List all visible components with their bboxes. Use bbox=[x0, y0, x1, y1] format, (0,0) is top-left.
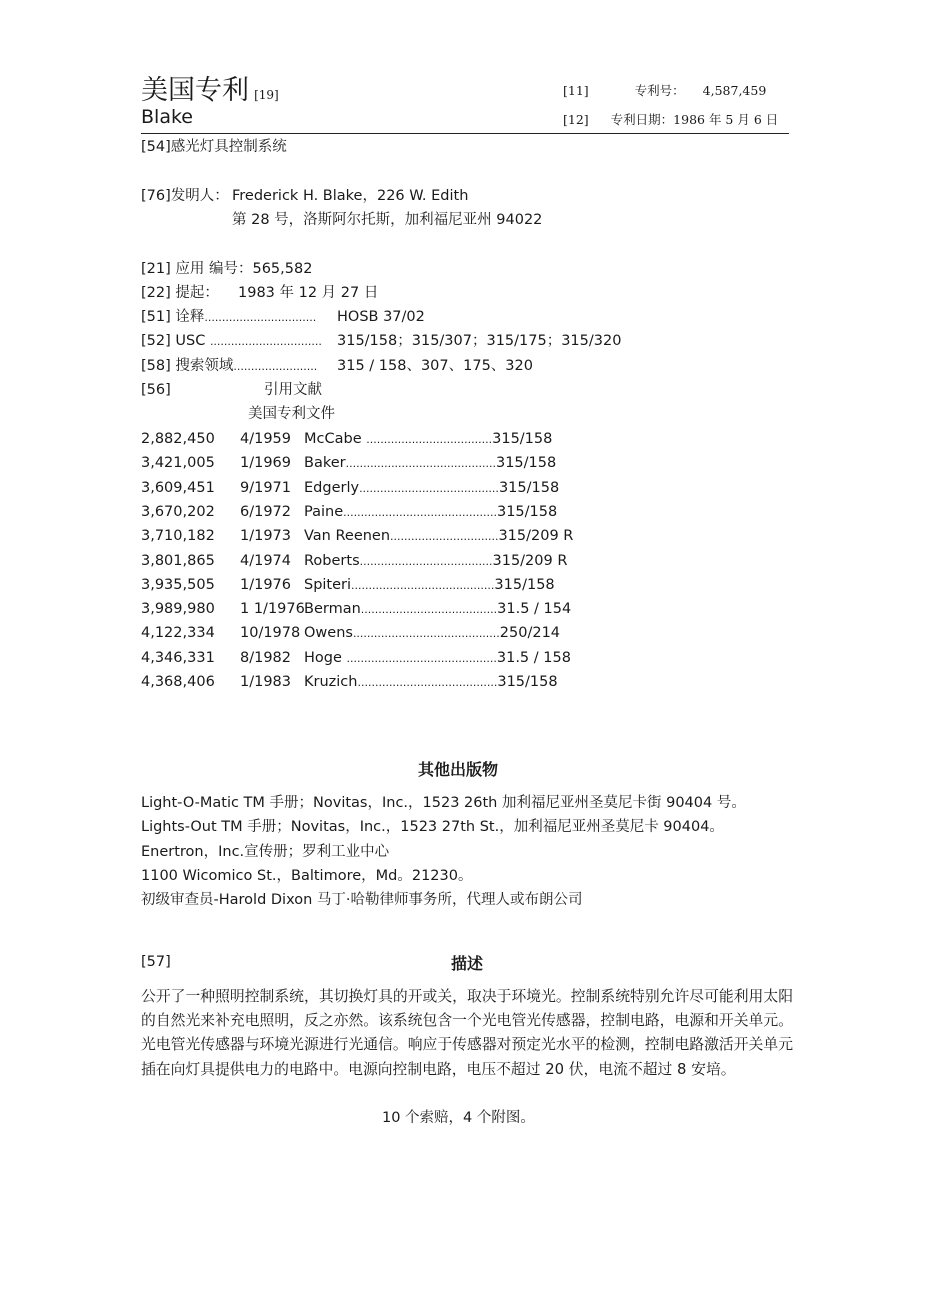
int-cl-row bbox=[141, 308, 316, 327]
citation-class: 315/209 R bbox=[498, 528, 574, 544]
patent-number-label: 专利号： bbox=[634, 83, 685, 98]
abstract-heading: 描述 bbox=[451, 954, 484, 973]
title-inid-tag: [19] bbox=[254, 88, 279, 102]
search-field-label: [58] 搜索领域 bbox=[141, 358, 234, 374]
citation-class: 315/158 bbox=[498, 480, 560, 496]
header-divider bbox=[141, 133, 789, 134]
citation-leader-dots: .......................................... bbox=[352, 627, 500, 640]
publication-line: 初级审查员-Harold Dixon 马丁·哈勒律师事务所，代理人或布朗公司 bbox=[141, 892, 583, 908]
us-patent-docs-heading: 美国专利文件 bbox=[248, 406, 335, 422]
citation-leader-dots: ........................................... bbox=[345, 457, 496, 470]
citation-inventor bbox=[304, 527, 573, 546]
citation-inventor bbox=[304, 430, 552, 449]
citation-inventor-name: Spiteri bbox=[304, 577, 352, 593]
publication-line: Light-O-Matic TM 手册；Novitas，Inc.，1523 26th 加利福尼亚州圣莫尼卡街 90404 号。 bbox=[141, 795, 746, 811]
citation-inventor bbox=[304, 454, 556, 473]
citation-inventor-name: Owens bbox=[304, 625, 353, 641]
citation-date: 1/1969 bbox=[240, 455, 292, 471]
citation-class: 315/158 bbox=[497, 674, 558, 690]
citation-number: 2,882,450 bbox=[141, 431, 215, 447]
citation-number: 3,710,182 bbox=[141, 528, 215, 544]
citation-inventor bbox=[304, 624, 560, 643]
us-cl-leader: ................................ bbox=[209, 335, 322, 348]
patent-date-row bbox=[563, 110, 778, 128]
filed-label: [22] 提起： bbox=[141, 285, 219, 301]
citation-date: 4/1959 bbox=[240, 431, 292, 447]
citation-number: 3,989,980 bbox=[141, 601, 215, 617]
int-cl-label: [51] 诠释 bbox=[141, 309, 205, 325]
citation-inventor bbox=[304, 503, 557, 522]
claims-figures-line: 10 个索赔，4 个附图。 bbox=[382, 1110, 535, 1126]
filed-date: 1983 年 12 月 27 日 bbox=[238, 285, 379, 301]
citation-leader-dots: ......................................... bbox=[351, 579, 495, 592]
patent-date-tag: [12] bbox=[563, 112, 589, 127]
citation-date: 6/1972 bbox=[240, 504, 292, 520]
citation-date: 1/1983 bbox=[240, 674, 292, 690]
citation-class: 315/209 R bbox=[492, 553, 568, 569]
inventor-address-line2: 第 28 号，洛斯阿尔托斯，加利福尼亚州 94022 bbox=[232, 212, 543, 228]
search-field-row bbox=[141, 357, 317, 376]
references-heading: 引用文献 bbox=[264, 382, 322, 398]
citation-leader-dots: ............................... bbox=[390, 530, 499, 543]
citation-number: 4,368,406 bbox=[141, 674, 215, 690]
publication-line: Lights-Out TM 手册；Novitas，Inc.，1523 27th St.，加利福尼亚州圣莫尼卡 90404。 bbox=[141, 819, 724, 835]
us-cl-label: [52] USC bbox=[141, 333, 210, 349]
citation-class: 315/158 bbox=[496, 504, 558, 520]
citation-inventor-name: Kruzich bbox=[304, 674, 358, 690]
citation-inventor bbox=[304, 576, 555, 595]
citation-inventor-name: Roberts bbox=[304, 553, 360, 569]
citation-inventor-name: Berman bbox=[304, 601, 361, 617]
citation-date: 1/1973 bbox=[240, 528, 292, 544]
publication-line: Enertron，Inc.宣传册；罗利工业中心 bbox=[141, 844, 390, 860]
citation-inventor bbox=[304, 673, 558, 692]
citation-leader-dots: ........................................... bbox=[346, 652, 497, 665]
patent-date-label: 专利日期： bbox=[610, 112, 674, 127]
search-field-leader: ........................ bbox=[233, 360, 318, 373]
citation-leader-dots: ....................................... bbox=[360, 603, 498, 616]
citation-inventor-name: McCabe bbox=[304, 431, 367, 447]
citation-leader-dots: ........................................ bbox=[357, 676, 498, 689]
citation-date: 10/1978 bbox=[240, 625, 301, 641]
abstract-tag: [57] bbox=[141, 954, 171, 970]
patent-number-tag: [11] bbox=[563, 83, 589, 98]
citation-inventor bbox=[304, 649, 571, 668]
int-cl-leader: ................................ bbox=[204, 311, 317, 324]
int-cl-value: HOSB 37/02 bbox=[337, 309, 425, 325]
citation-inventor bbox=[304, 600, 571, 619]
citation-class: 31.5 / 154 bbox=[497, 601, 572, 617]
abstract-body: 公开了一种照明控制系统，其切换灯具的开或关，取决于环境光。控制系统特别允许尽可能利用太阳的自然光来补充电照明，反之亦然。该系统包含一个光电管光传感器，控制电路，电源和开关单元。光电管光传感器与环境光源进行光通信。响应于传感器对预定光水平的检测，控制电路激活开关单元插在向灯具提供电力的电路中。电源向控制电路，电压不超过 20 伏，电流不超过 8 安培。 bbox=[141, 988, 793, 1078]
country-patent-title: 美国专利 bbox=[141, 75, 249, 106]
patent-number-row bbox=[563, 81, 766, 99]
citation-date: 1/1976 bbox=[240, 577, 292, 593]
citation-number: 3,670,202 bbox=[141, 504, 215, 520]
us-cl-row bbox=[141, 332, 322, 351]
citation-inventor-name: Paine bbox=[304, 504, 344, 520]
citation-number: 3,609,451 bbox=[141, 480, 215, 496]
inventor-address-line1: Frederick H. Blake，226 W. Edith bbox=[232, 188, 469, 204]
references-tag: [56] bbox=[141, 382, 171, 398]
citation-inventor-name: Edgerly bbox=[304, 480, 360, 496]
citation-number: 3,801,865 bbox=[141, 553, 215, 569]
citation-date: 4/1974 bbox=[240, 553, 292, 569]
patent-number-value: 4,587,459 bbox=[702, 83, 767, 98]
citation-leader-dots: ...................................... bbox=[359, 555, 493, 568]
citation-inventor bbox=[304, 479, 559, 498]
citation-inventor-name: Baker bbox=[304, 455, 346, 471]
citation-class: 250/214 bbox=[499, 625, 561, 641]
patent-date-value: 1986 年 5 月 6 日 bbox=[673, 112, 779, 127]
inventor-surname: Blake bbox=[141, 106, 193, 128]
us-cl-value: 315/158；315/307；315/175；315/320 bbox=[337, 333, 622, 349]
publication-line: 1100 Wicomico St.，Baltimore，Md。21230。 bbox=[141, 868, 473, 884]
citation-number: 3,935,505 bbox=[141, 577, 215, 593]
citation-number: 3,421,005 bbox=[141, 455, 215, 471]
citation-leader-dots: .................................... bbox=[366, 433, 493, 446]
citation-class: 315/158 bbox=[495, 455, 557, 471]
citation-number: 4,346,331 bbox=[141, 650, 215, 666]
citation-inventor-name: Hoge bbox=[304, 650, 347, 666]
citation-number: 4,122,334 bbox=[141, 625, 215, 641]
citation-leader-dots: ........................................ bbox=[359, 482, 499, 495]
application-number: [21] 应用 编号：565,582 bbox=[141, 261, 313, 277]
citation-inventor bbox=[304, 552, 567, 571]
patent-header-title bbox=[141, 68, 279, 107]
citation-inventor-name: Van Reenen bbox=[304, 528, 391, 544]
citation-date: 1 1/1976 bbox=[240, 601, 305, 617]
invention-title: [54]感光灯具控制系统 bbox=[141, 139, 287, 155]
citation-class: 31.5 / 158 bbox=[496, 650, 571, 666]
other-publications-heading: 其他出版物 bbox=[418, 760, 499, 779]
inventor-label: [76]发明人： bbox=[141, 188, 229, 204]
search-field-value: 315 / 158、307、175、320 bbox=[337, 358, 533, 374]
citation-class: 315/158 bbox=[494, 577, 555, 593]
citation-date: 8/1982 bbox=[240, 650, 292, 666]
citation-date: 9/1971 bbox=[240, 480, 292, 496]
citation-leader-dots: ............................................ bbox=[343, 506, 497, 519]
citation-class: 315/158 bbox=[492, 431, 553, 447]
